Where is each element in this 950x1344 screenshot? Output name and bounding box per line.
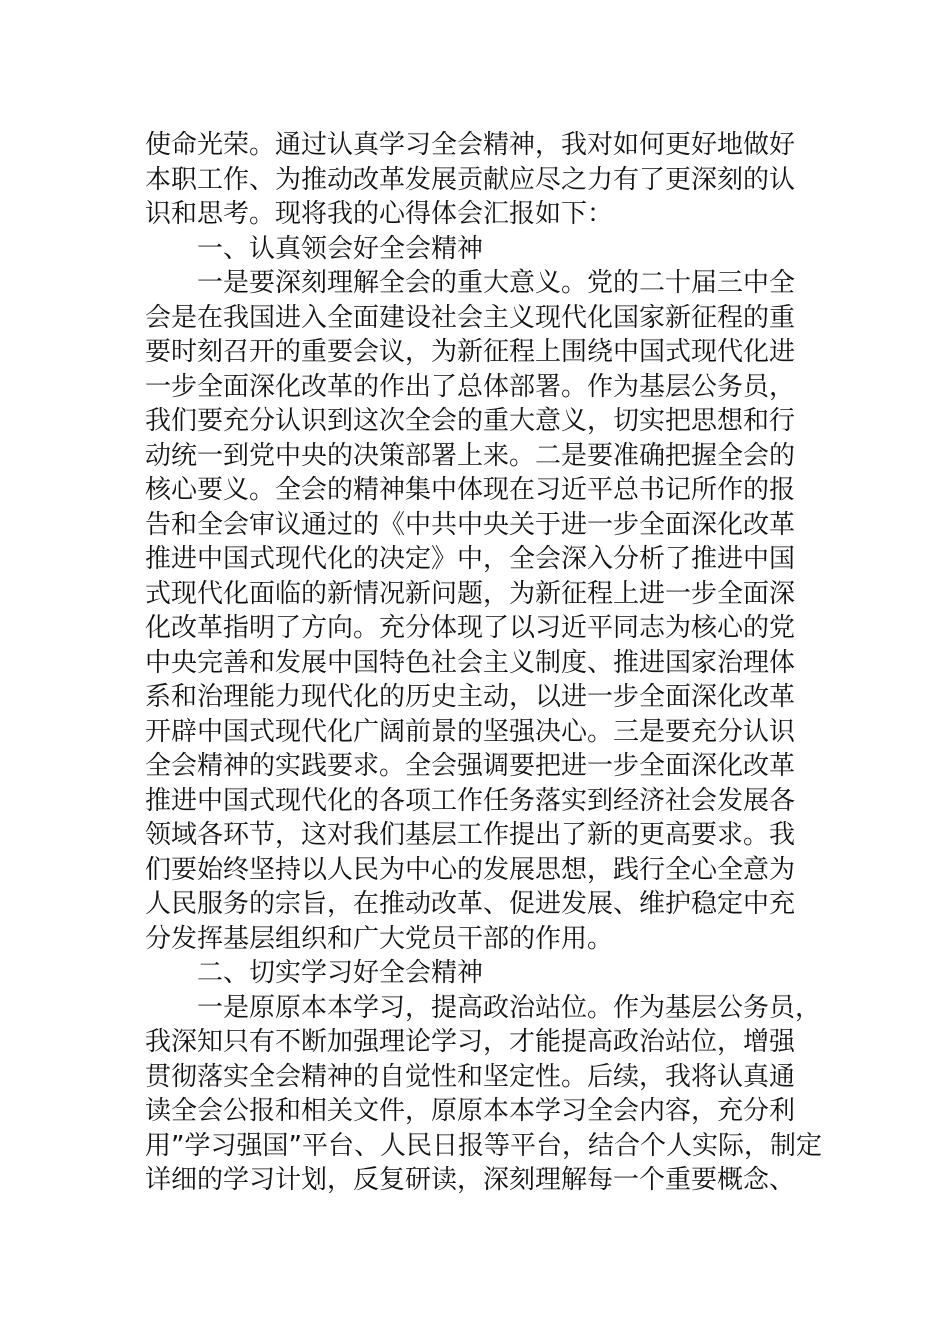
text-line: 们要始终坚持以人民为中心的发展思想，践行全心全意为 xyxy=(145,854,796,885)
paragraph-start: 一是要深刻理解全会的重大意义。党的二十届三中全 xyxy=(197,268,796,298)
text-line: 一步全面深化改革的作出了总体部署。作为基层公务员， xyxy=(145,371,796,402)
section-heading-1: 一、认真领会好全会精神 xyxy=(197,233,484,264)
text-line: 化改革指明了方向。充分体现了以习近平同志为核心的党 xyxy=(145,613,796,643)
text-line: 要时刻召开的重要会议，为新征程上围绕中国式现代化进 xyxy=(145,337,796,367)
text-line: 推进中国式现代化的各项工作任务落实到经济社会发展各 xyxy=(145,785,796,816)
text-line: 贯彻落实全会精神的自觉性和坚定性。后续，我将认真通 xyxy=(145,1061,796,1092)
text-line: 开辟中国式现代化广阔前景的坚强决心。三是要充分认识 xyxy=(145,716,796,747)
text-line: 详细的学习计划，反复研读，深刻理解每一个重要概念、 xyxy=(145,1165,796,1195)
text-line: 我深知只有不断加强理论学习，才能提高政治站位，增强 xyxy=(145,1027,796,1057)
text-line: 用”学习强国”平台、人民日报等平台，结合个人实际，制定 xyxy=(145,1130,822,1161)
text-line: 全会精神的实践要求。全会强调要把进一步全面深化改革 xyxy=(145,751,796,781)
text-line: 系和治理能力现代化的历史主动，以进一步全面深化改革 xyxy=(145,682,796,712)
text-line: 使命光荣。通过认真学习全会精神，我对如何更好地做好 xyxy=(145,130,796,160)
text-line: 推进中国式现代化的决定》中，全会深入分析了推进中国 xyxy=(145,544,796,574)
text-line: 中央完善和发展中国特色社会主义制度、推进国家治理体 xyxy=(145,647,796,678)
text-line: 人民服务的宗旨，在推动改革、促进发展、维护稳定中充 xyxy=(145,889,796,919)
text-line: 分发挥基层组织和广大党员干部的作用。 xyxy=(145,923,614,954)
text-line: 本职工作、为推动改革发展贡献应尽之力有了更深刻的认 xyxy=(145,164,796,195)
text-line: 告和全会审议通过的《中共中央关于进一步全面深化改革 xyxy=(145,509,796,540)
text-line: 我们要充分认识到这次全会的重大意义，切实把思想和行 xyxy=(145,406,796,436)
paragraph-start: 一是原原本本学习，提高政治站位。作为基层公务员， xyxy=(197,992,822,1023)
section-heading-2: 二、切实学习好全会精神 xyxy=(197,958,484,988)
text-line: 读全会公报和相关文件，原原本本学习全会内容，充分利 xyxy=(145,1096,796,1126)
text-line: 动统一到党中央的决策部署上来。二是要准确把握全会的 xyxy=(145,440,796,471)
document-body xyxy=(145,128,835,1198)
text-line: 会是在我国进入全面建设社会主义现代化国家新征程的重 xyxy=(145,302,796,333)
text-line: 核心要义。全会的精神集中体现在习近平总书记所作的报 xyxy=(145,475,796,505)
text-line: 领域各环节，这对我们基层工作提出了新的更高要求。我 xyxy=(145,820,796,850)
text-line: 式现代化面临的新情况新问题，为新征程上进一步全面深 xyxy=(145,578,796,609)
text-line: 识和思考。现将我的心得体会汇报如下： xyxy=(145,199,614,229)
